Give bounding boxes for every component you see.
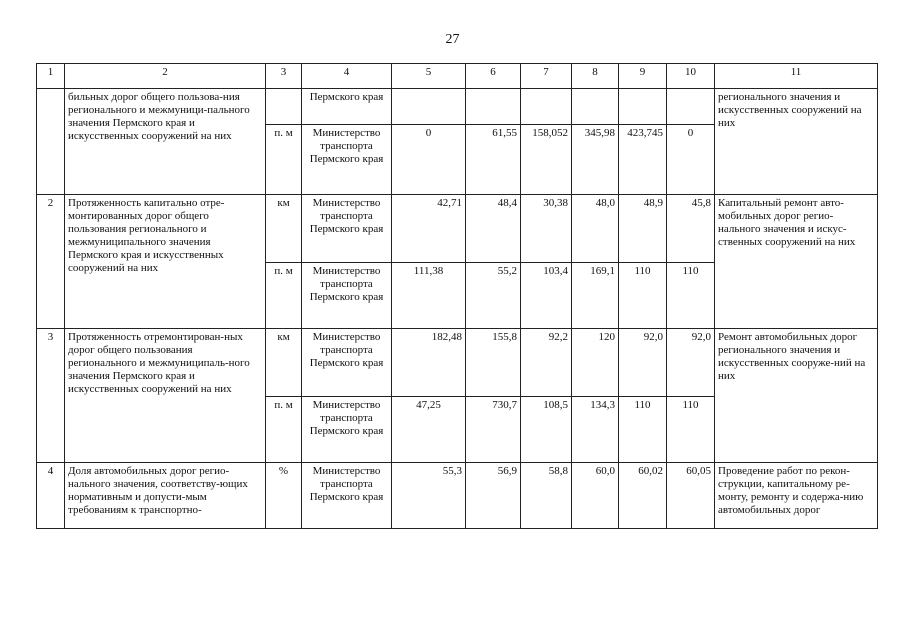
value-cell: 155,8 [466, 329, 521, 397]
header-cell: 5 [392, 64, 466, 89]
value-cell: 55,2 [466, 263, 521, 329]
row-number: 4 [37, 463, 65, 529]
header-row [37, 64, 878, 89]
org-cell: Министерство транспорта Пермского края [302, 263, 392, 329]
unit-cell: км [266, 195, 302, 263]
unit-cell: % [266, 463, 302, 529]
event-cell: регионального значения и искусственных сооружений на них [715, 89, 878, 195]
value-cell: 134,3 [572, 397, 619, 463]
event-cell: Капитальный ремонт авто-мобильных дорог регио-нального значения и искус-ственных сооружений на них [715, 195, 878, 329]
header-cell: 3 [266, 64, 302, 89]
table-row [37, 329, 878, 397]
value-cell: 61,55 [466, 125, 521, 195]
header-cell: 11 [715, 64, 878, 89]
org-cell: Министерство транспорта Пермского края [302, 195, 392, 263]
value-cell: 92,0 [619, 329, 667, 397]
value-cell: 120 [572, 329, 619, 397]
unit-cell: км [266, 329, 302, 397]
org-cell: Министерство транспорта Пермского края [302, 463, 392, 529]
row-number: 2 [37, 195, 65, 329]
value-cell: 92,2 [521, 329, 572, 397]
value-cell: 47,25 [392, 397, 466, 463]
header-cell: 8 [572, 64, 619, 89]
value-cell: 0 [667, 125, 715, 195]
value-cell: 423,745 [619, 125, 667, 195]
page-number: 27 [445, 32, 460, 47]
indicator-desc: бильных дорог общего пользова-ния регионального и межмуници-пального значения Пермского края и искусственных сооружений на них [65, 89, 266, 195]
value-cell: 60,02 [619, 463, 667, 529]
value-cell: 0 [392, 125, 466, 195]
indicator-desc: Протяженность отремонтирован-ных дорог общего пользования регионального и межмуниципаль-ного значения Пермского края и искусственных сооружений на них [65, 329, 266, 463]
table-row [37, 89, 878, 125]
table-row [37, 195, 878, 263]
value-cell: 111,38 [392, 263, 466, 329]
org-cell: Министерство транспорта Пермского края [302, 397, 392, 463]
unit-cell: п. м [266, 263, 302, 329]
value-cell: 92,0 [667, 329, 715, 397]
value-cell: 108,5 [521, 397, 572, 463]
value-cell: 110 [619, 397, 667, 463]
indicator-desc: Протяженность капитально отре-монтированных дорог общего пользования регионального и межмуниципального значения Пермского края и искусственных сооружений на них [65, 195, 266, 329]
value-cell: 110 [619, 263, 667, 329]
org-cell: Министерство транспорта Пермского края [302, 329, 392, 397]
value-cell: 48,9 [619, 195, 667, 263]
value-cell: 345,98 [572, 125, 619, 195]
header-cell: 2 [65, 64, 266, 89]
header-cell: 6 [466, 64, 521, 89]
indicators-table [36, 63, 878, 529]
value-cell: 30,38 [521, 195, 572, 263]
value-cell: 110 [667, 263, 715, 329]
table-row [37, 463, 878, 529]
header-cell: 9 [619, 64, 667, 89]
header-cell: 10 [667, 64, 715, 89]
value-cell: 730,7 [466, 397, 521, 463]
value-cell: 48,4 [466, 195, 521, 263]
org-cell: Министерство транспорта Пермского края [302, 125, 392, 195]
value-cell: 169,1 [572, 263, 619, 329]
value-cell: 45,8 [667, 195, 715, 263]
indicator-desc: Доля автомобильных дорог регио-нального значения, соответству-ющих нормативным и допусти-мым требованиям к транспортно- [65, 463, 266, 529]
value-cell: 60,0 [572, 463, 619, 529]
value-cell: 56,9 [466, 463, 521, 529]
value-cell: 42,71 [392, 195, 466, 263]
event-cell: Ремонт автомобильных дорог регионального значения и искусственных сооруже-ний на них [715, 329, 878, 463]
value-cell: 103,4 [521, 263, 572, 329]
value-cell: 158,052 [521, 125, 572, 195]
header-cell: 4 [302, 64, 392, 89]
value-cell: 182,48 [392, 329, 466, 397]
value-cell: 58,8 [521, 463, 572, 529]
value-cell: 55,3 [392, 463, 466, 529]
header-cell: 1 [37, 64, 65, 89]
row-number: 3 [37, 329, 65, 463]
org-cell: Пермского края [302, 89, 392, 125]
value-cell: 60,05 [667, 463, 715, 529]
event-cell: Проведение работ по рекон-струкции, капитальному ре-монту, ремонту и содержа-нию автомобильных дорог [715, 463, 878, 529]
header-cell: 7 [521, 64, 572, 89]
unit-cell: п. м [266, 397, 302, 463]
value-cell: 48,0 [572, 195, 619, 263]
value-cell: 110 [667, 397, 715, 463]
unit-cell: п. м [266, 125, 302, 195]
